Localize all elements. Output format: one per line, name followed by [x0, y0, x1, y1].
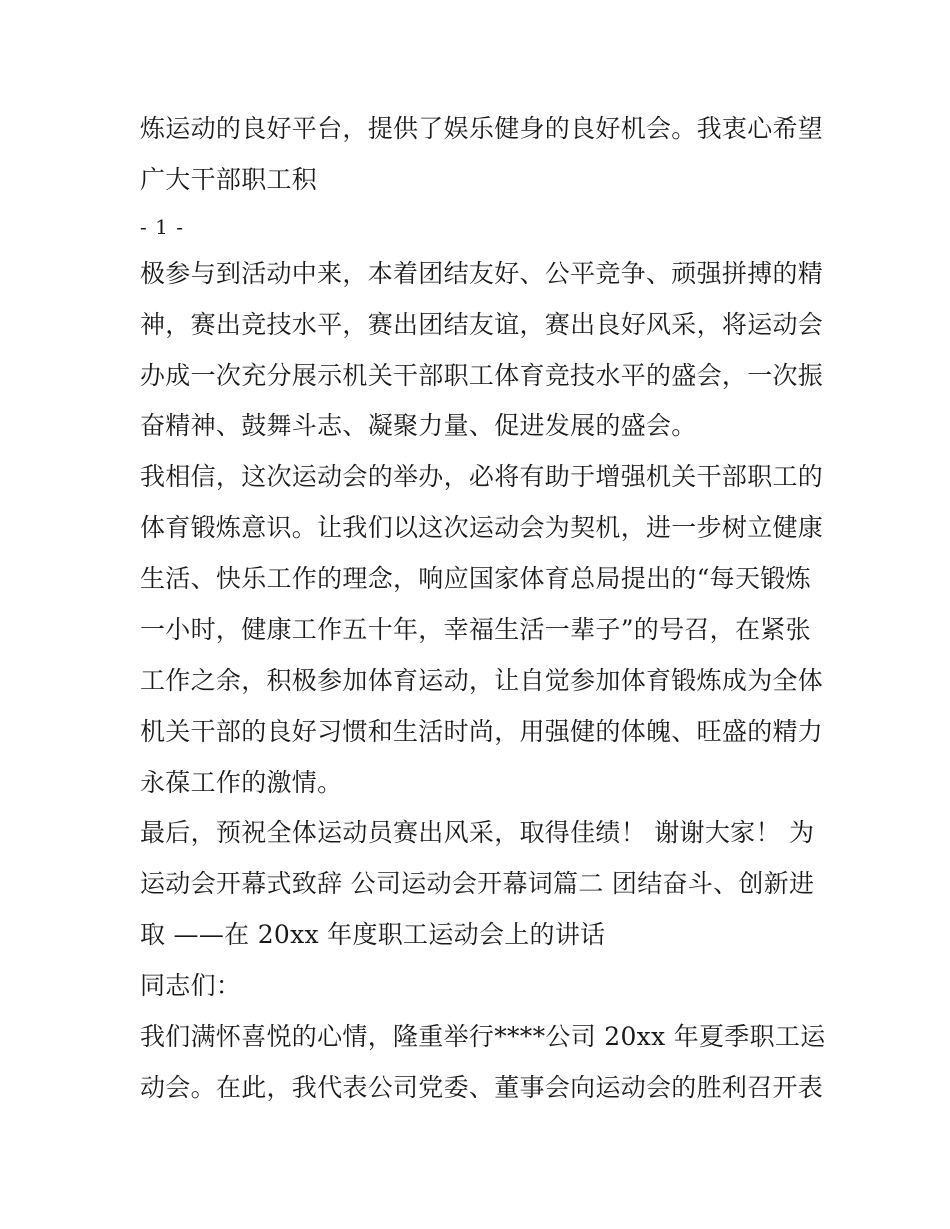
text-line: 我相信，这次运动会的举办，必将有助于增强机关干部职工的	[140, 462, 824, 491]
text-line: 广大干部职工积	[140, 165, 318, 194]
text-line: 奋精神、鼓舞斗志、凝聚力量、促进发展的盛会。	[140, 411, 697, 440]
text-line: 动会。在此，我代表公司党委、董事会向运动会的胜利召开表	[140, 1073, 824, 1102]
text-line: 运动会开幕式致辞 公司运动会开幕词篇二 团结奋斗、创新进	[140, 869, 815, 898]
text-line: 炼运动的良好平台，提供了娱乐健身的良好机会。我衷心希望	[140, 114, 824, 143]
text-line: 同志们：	[140, 971, 242, 1000]
text-line: 机关干部的良好习惯和生活时尚，用强健的体魄、旺盛的精力	[140, 717, 824, 746]
text-line: 工作之余，积极参加体育运动，让自觉参加体育锻炼成为全体	[140, 666, 824, 695]
text-line: 取 ——在 20xx 年度职工运动会上的讲话	[140, 920, 606, 949]
text-line: 神，赛出竞技水平，赛出团结友谊，赛出良好风采，将运动会	[140, 310, 824, 339]
text-line: 最后，预祝全体运动员赛出风采，取得佳绩！ 谢谢大家！ 为	[140, 818, 815, 847]
text-line: 办成一次充分展示机关干部职工体育竞技水平的盛会，一次振	[140, 361, 824, 390]
text-line: 生活、快乐工作的理念，响应国家体育总局提出的“每天锻炼	[140, 564, 811, 593]
page-number: - 1 -	[140, 215, 184, 239]
text-line: 我们满怀喜悦的心情，隆重举行****公司 20xx 年夏季职工运	[140, 1022, 826, 1051]
text-line: 一小时，健康工作五十年，幸福生活一辈子”的号召，在紧张	[140, 615, 811, 644]
text-line: 永葆工作的激情。	[140, 768, 343, 797]
text-line: 体育锻炼意识。让我们以这次运动会为契机，进一步树立健康	[140, 513, 824, 542]
text-line: 极参与到活动中来，本着团结友好、公平竞争、顽强拼搏的精	[140, 259, 824, 288]
